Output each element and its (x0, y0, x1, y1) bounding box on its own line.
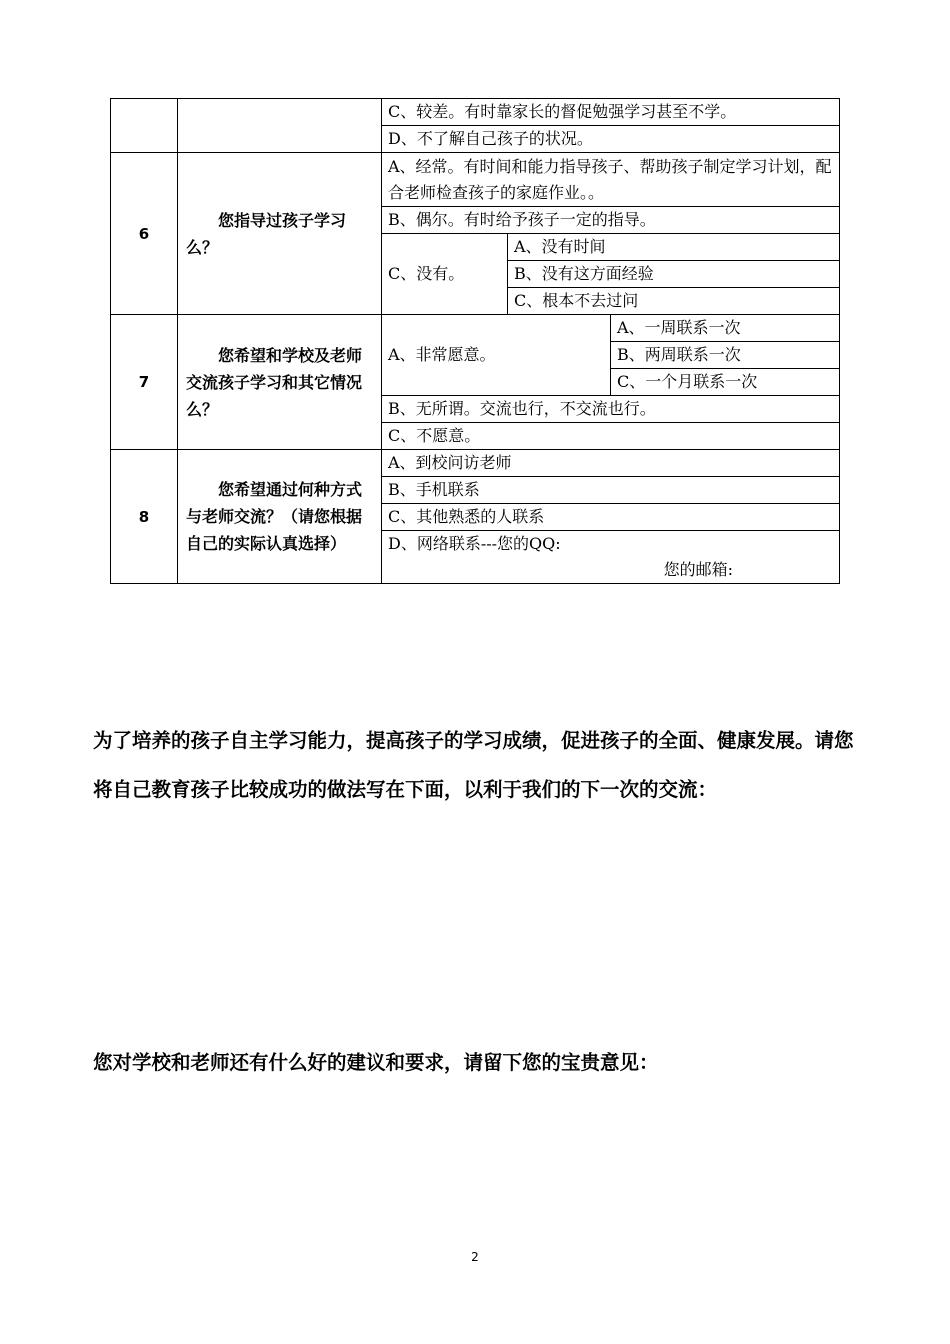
option-cell: C、较差。有时靠家长的督促勉强学习甚至不学。 (382, 99, 840, 126)
option-cell: C、不愿意。 (382, 423, 840, 450)
sub-option-cell: C、一个月联系一次 (611, 369, 840, 396)
table-row (111, 153, 840, 207)
question-number: 7 (111, 315, 178, 450)
option-cell: C、没有。 (382, 234, 508, 315)
option-d-line2: 您的邮箱: (663, 560, 734, 579)
option-d-line1: D、网络联系---您的QQ: (388, 534, 561, 553)
sub-option-cell: B、两周联系一次 (611, 342, 840, 369)
option-cell: C、其他熟悉的人联系 (382, 504, 840, 531)
question-cell (178, 99, 382, 153)
survey-table (110, 98, 840, 584)
option-cell: A、到校问访老师 (382, 450, 840, 477)
paragraph-method-prompt: 为了培养的孩子自主学习能力，提高孩子的学习成绩，促进孩子的全面、健康发展。请您将自己教育孩子比较成功的做法写在下面，以利于我们的下一次的交流： (93, 729, 854, 801)
option-cell: A、非常愿意。 (382, 315, 611, 396)
option-cell: D、不了解自己孩子的状况。 (382, 126, 840, 153)
option-cell: B、偶尔。有时给予孩子一定的指导。 (382, 207, 840, 234)
sub-option-cell: C、根本不去过问 (508, 288, 840, 315)
number-cell (111, 99, 178, 153)
option-cell: A、经常。有时间和能力指导孩子、帮助孩子制定学习计划，配合老师检查孩子的家庭作业。。 (382, 153, 840, 207)
sub-option-cell: A、没有时间 (508, 234, 840, 261)
table-row (111, 315, 840, 342)
paragraph-suggestion-prompt: 您对学校和老师还有什么好的建议和要求，请留下您的宝贵意见： (93, 1051, 659, 1074)
option-cell: B、手机联系 (382, 477, 840, 504)
question-number: 8 (111, 450, 178, 584)
option-cell: B、无所谓。交流也行，不交流也行。 (382, 396, 840, 423)
question-text: 您指导过孩子学习么？ (178, 153, 382, 315)
question-text: 您希望通过何种方式与老师交流？（请您根据自己的实际认真选择） (178, 450, 382, 584)
option-cell (382, 531, 840, 584)
sub-option-cell: B、没有这方面经验 (508, 261, 840, 288)
question-text: 您希望和学校及老师交流孩子学习和其它情况么？ (178, 315, 382, 450)
table-row (111, 99, 840, 126)
sub-option-cell: A、一周联系一次 (611, 315, 840, 342)
page-number: 2 (471, 1250, 479, 1264)
table-row (111, 450, 840, 477)
question-number: 6 (111, 153, 178, 315)
